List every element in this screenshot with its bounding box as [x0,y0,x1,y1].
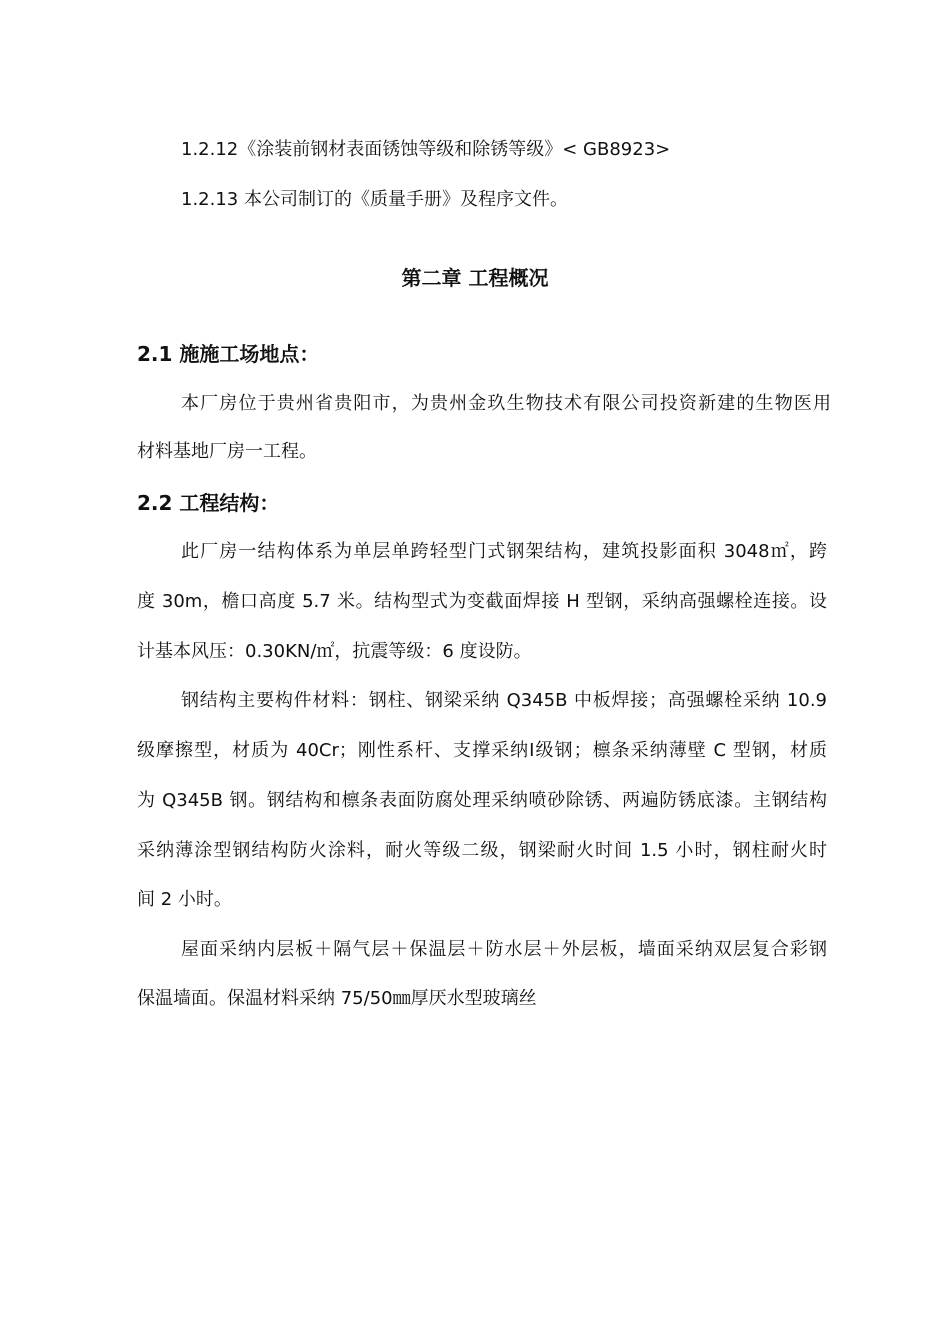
paragraph-line: 本厂房位于贵州省贵阳市，为贵州金玖生物技术有限公司投资新建的生物医用 [181,393,831,414]
section-2-1-heading: 2.1 施施工场地点： [137,342,320,366]
reference-item-1-2-13: 1.2.13 本公司制订的《质量手册》及程序文件。 [181,189,568,210]
paragraph-line: 采纳薄涂型钢结构防火涂料，耐火等级二级，钢梁耐火时间 1.5 小时，钢柱耐火时 [137,840,827,861]
paragraph-line: 钢结构主要构件材料：钢柱、钢梁采纳 Q345B 中板焊接；高强螺栓采纳 10.9 [181,690,827,711]
paragraph-line: 材料基地厂房一工程。 [137,441,317,462]
paragraph-line: 间 2 小时。 [137,889,232,910]
chapter-title: 第二章 工程概况 [401,266,549,290]
reference-item-1-2-12: 1.2.12《涂装前钢材表面锈蚀等级和除锈等级》< GB8923> [181,139,671,160]
paragraph-line: 计基本风压：0.30KN/㎡，抗震等级：6 度设防。 [137,641,532,662]
paragraph-line: 为 Q345B 钢。钢结构和檩条表面防腐处理采纳喷砂除锈、两遍防锈底漆。主钢结构 [137,790,827,811]
paragraph-line: 此厂房一结构体系为单层单跨轻型门式钢架结构，建筑投影面积 3048㎡，跨 [181,541,827,562]
paragraph-line: 屋面采纳内层板＋隔气层＋保温层＋防水层＋外层板，墙面采纳双层复合彩钢 [181,939,827,960]
paragraph-line: 度 30m，檐口高度 5.7 米。结构型式为变截面焊接 H 型钢，采纳高强螺栓连接。设 [137,591,827,612]
paragraph-line: 保温墙面。保温材料采纳 75/50㎜厚厌水型玻璃丝 [137,988,537,1009]
paragraph-line: 级摩擦型，材质为 40Cr；刚性系杆、支撑采纳Ⅰ级钢；檩条采纳薄壁 C 型钢，材质 [137,740,827,761]
section-2-2-heading: 2.2 工程结构： [137,491,280,515]
